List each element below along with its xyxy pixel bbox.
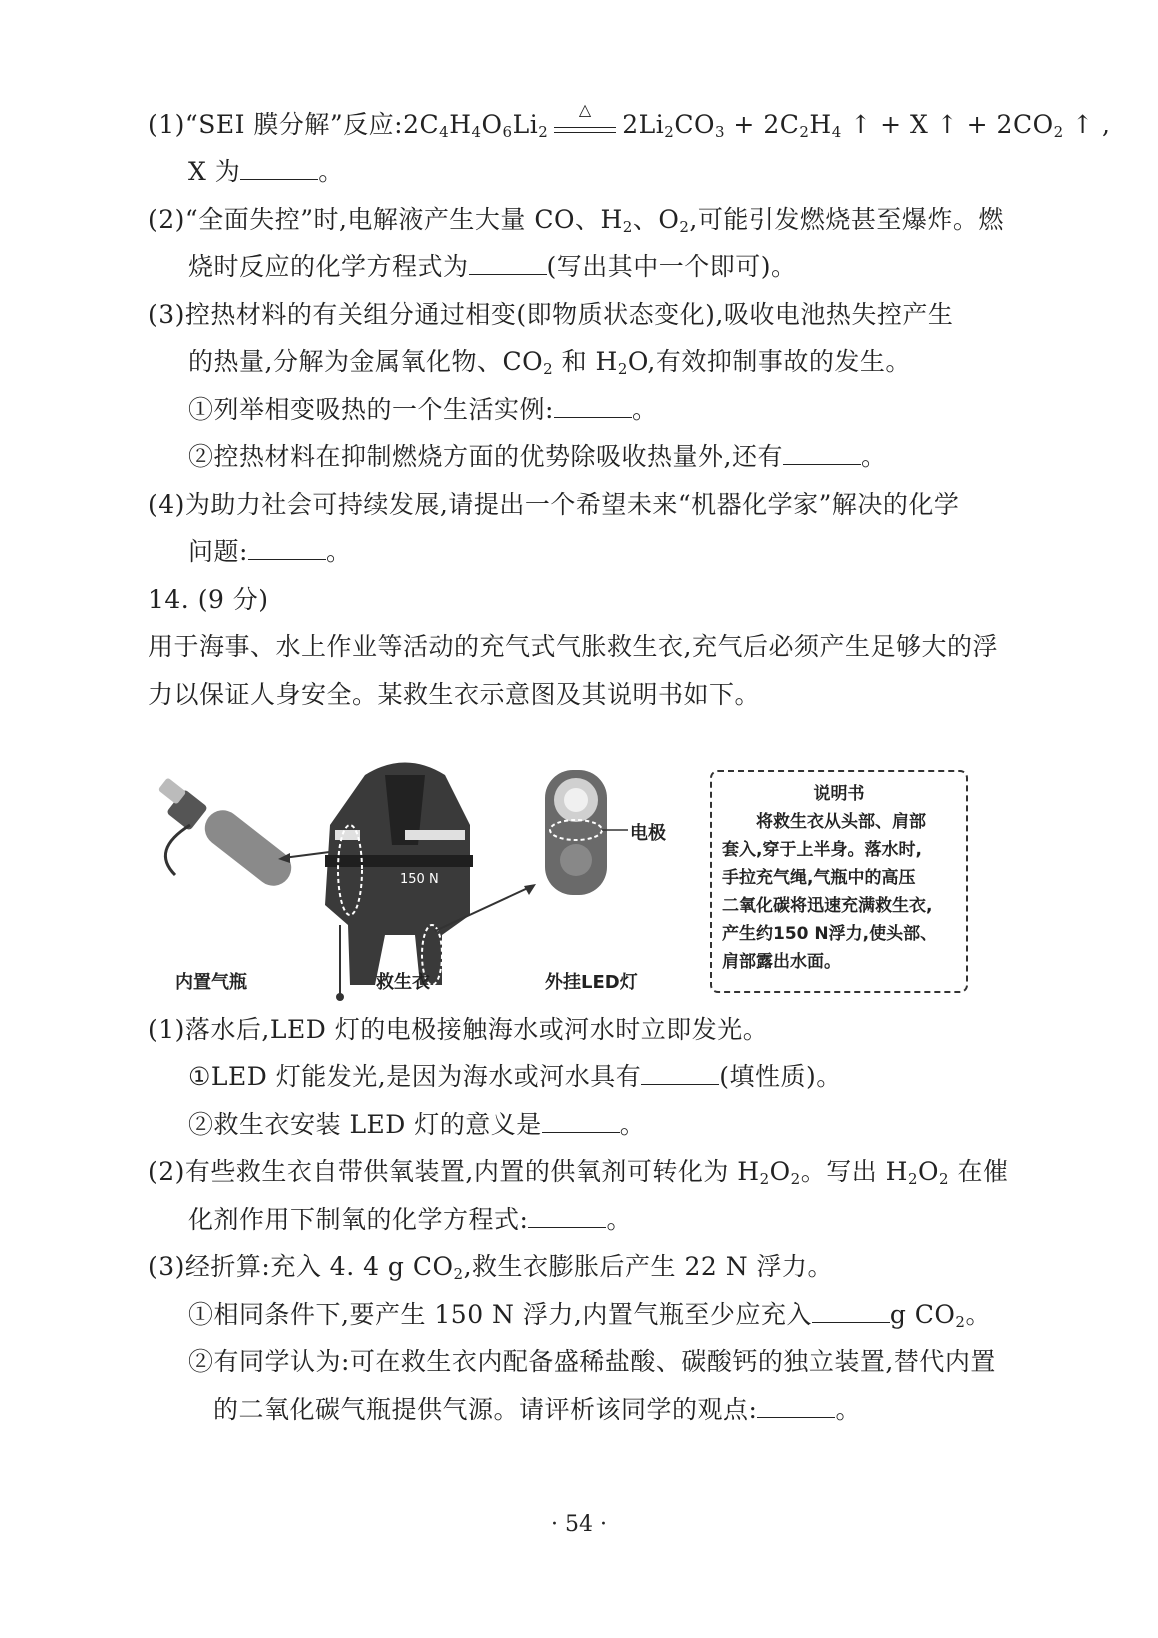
q13-part4-answer: 问题: 。 — [188, 537, 352, 566]
q13-part2-answer: 烧时反应的化学方程式为 (写出其中一个即可)。 — [188, 252, 797, 281]
q13-part4-text: (4)为助力社会可持续发展,请提出一个希望未来“机器化学家”解决的化学 — [148, 490, 960, 519]
q14-part2-text: (2)有些救生衣自带供氧装置,内置的供氧剂可转化为 $H_2O_2$。写出 $H_2O_2$ 在催 — [148, 1157, 1009, 1188]
q14-part1-text: (1)落水后,LED 灯的电极接触海水或河水时立即发光。 — [148, 1015, 769, 1044]
q13-part3-text: (3)控热材料的有关组分通过相变(即物质状态变化),吸收电池热失控产生 — [148, 300, 954, 329]
gas-cylinder-image — [158, 777, 299, 893]
q13-part1-equation: (1)“SEI 膜分解”反应$:2C_4H_4O_6Li_2$ △ $2Li_2CO_3 + 2C_2H_4$ ↑ + X ↑ + $2CO_2$ ↑ , — [148, 100, 1111, 141]
q14-part3-text: (3)经折算:充入 4. 4 g $CO_2$,救生衣膨胀后产生 22 N 浮力。 — [148, 1252, 834, 1283]
vest-label: 救生衣 — [376, 972, 430, 993]
q13-part1-answer: X 为 。 — [188, 157, 344, 186]
answer-blank[interactable] — [554, 397, 632, 418]
manual-title: 说明书 — [813, 784, 865, 804]
heating-condition: △ — [554, 113, 616, 133]
led-label: 外挂LED灯 — [545, 972, 638, 993]
cylinder-label: 内置气瓶 — [175, 972, 247, 993]
q13-part2-text: (2)“全面失控”时,电解液产生大量 CO、$H_2$、$O_2$,可能引发燃烧甚至爆炸。燃 — [148, 205, 1004, 236]
led-light-image — [545, 770, 628, 895]
q14-part3-sub2-cont: 的二氧化碳气瓶提供气源。请评析该同学的观点: 。 — [213, 1395, 861, 1424]
answer-blank[interactable] — [469, 254, 547, 275]
q14-part3-sub2: ②有同学认为:可在救生衣内配备盛稀盐酸、碳酸钙的独立装置,替代内置 — [188, 1347, 996, 1376]
answer-blank[interactable] — [542, 1112, 620, 1133]
q14-header: 14. (9 分) — [148, 585, 269, 614]
answer-blank[interactable] — [641, 1064, 719, 1085]
q14-part2-answer: 化剂作用下制氧的化学方程式: 。 — [188, 1205, 632, 1234]
electrode-label: 电极 — [630, 823, 666, 844]
q14-part1-sub1: ①LED 灯能发光,是因为海水或河水具有 (填性质)。 — [188, 1062, 842, 1091]
instruction-manual-box — [710, 770, 968, 993]
q14-part1-sub2: ②救生衣安装 LED 灯的意义是 。 — [188, 1110, 646, 1139]
life-vest-figure — [150, 755, 1010, 1045]
life-vest-image — [325, 763, 473, 1002]
q14-intro-line2: 力以保证人身安全。某救生衣示意图及其说明书如下。 — [148, 680, 761, 709]
q13-part3-sub1: ①列举相变吸热的一个生活实例: 。 — [188, 395, 658, 424]
vest-force-label: 150 N — [400, 872, 439, 887]
q13-part3-text2: 的热量,分解为金属氧化物、$CO_2$ 和 $H_2O$,有效抑制事故的发生。 — [188, 347, 911, 378]
answer-blank[interactable] — [812, 1302, 890, 1323]
q13-part3-sub2: ②控热材料在抑制燃烧方面的优势除吸收热量外,还有 。 — [188, 442, 887, 471]
answer-blank[interactable] — [240, 159, 318, 180]
q14-part3-sub1: ①相同条件下,要产生 150 N 浮力,内置气瓶至少应充入 g $CO_2$。 — [188, 1300, 991, 1331]
manual-body: 将救生衣从头部、肩部 套入,穿于上半身。落水时, 手拉充气绳,气瓶中的高压 二氧化碳将迅速充满救生衣, 产生约150 N浮力,使头部、 肩部露出水面。 — [722, 812, 938, 972]
answer-blank[interactable] — [528, 1207, 606, 1228]
answer-blank[interactable] — [248, 539, 326, 560]
q14-intro-line1: 用于海事、水上作业等活动的充气式气胀救生衣,充气后必须产生足够大的浮 — [148, 632, 998, 661]
answer-blank[interactable] — [783, 444, 861, 465]
page-number: · 54 · — [551, 1512, 607, 1537]
answer-blank[interactable] — [757, 1397, 835, 1418]
